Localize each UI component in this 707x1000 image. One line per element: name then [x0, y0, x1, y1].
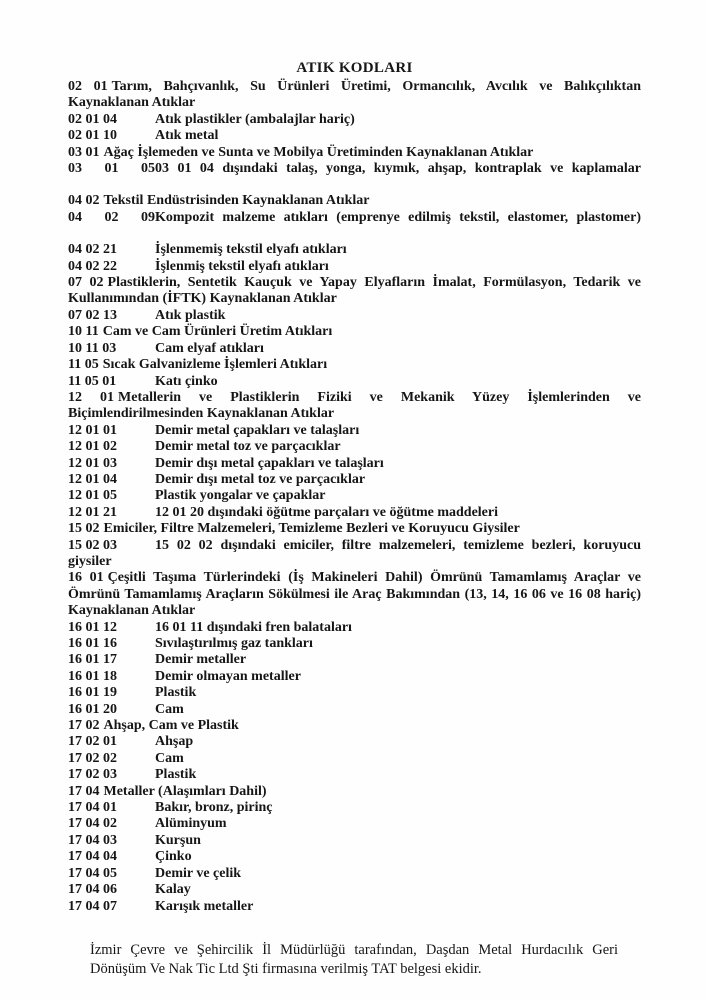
waste-code: 12 01 02 [68, 439, 117, 455]
waste-description: Ahşap, Cam ve Plastik [103, 718, 239, 734]
waste-code: 17 04 01 [68, 800, 117, 816]
waste-code: 17 04 03 [68, 832, 117, 848]
waste-code-entry [68, 145, 641, 161]
waste-code-entry [68, 866, 641, 882]
waste-description: 15 02 02 dışındaki emiciler, filtre malzemeleri, temizleme bezleri, koruyucu giysiler [68, 537, 641, 569]
waste-code-entry [68, 784, 641, 800]
waste-description: Demir ve çelik [155, 865, 242, 881]
waste-description: Cam ve Cam Ürünleri Üretim Atıkları [102, 324, 333, 340]
waste-description: Plastik [155, 685, 197, 701]
waste-description: Katı çinko [155, 373, 218, 389]
waste-code: 12 01 03 [68, 455, 117, 471]
waste-code: 16 01 17 [68, 652, 117, 668]
waste-code: 15 02 [68, 521, 100, 537]
waste-code: 16 01 19 [68, 685, 117, 701]
waste-code: 16 01 16 [68, 636, 117, 651]
waste-code: 12 01 [68, 389, 115, 405]
waste-code: 16 01 20 [68, 701, 117, 717]
waste-code-entry [68, 259, 641, 275]
waste-code-entry [68, 456, 641, 472]
waste-description: Cam elyaf atıkları [155, 340, 264, 356]
waste-code-entry [68, 488, 641, 504]
waste-code-entry [68, 439, 641, 455]
waste-code: 17 04 07 [68, 898, 117, 914]
waste-code-entry [68, 702, 641, 718]
waste-code-entry [68, 849, 641, 865]
waste-code: 04 02 09 [68, 209, 155, 225]
waste-code-entry [68, 390, 641, 423]
waste-code: 04 02 21 [68, 242, 117, 258]
waste-description: Demir metal çapakları ve talaşları [155, 422, 360, 438]
waste-code-entry [68, 899, 641, 915]
waste-code-entry [68, 521, 641, 537]
waste-description: Plastik yongalar ve çapaklar [155, 488, 326, 504]
waste-code-entry [68, 112, 641, 128]
waste-description: Demir metal toz ve parçacıklar [155, 439, 341, 455]
waste-description: Atık metal [155, 128, 219, 144]
waste-description: Demir olmayan metaller [155, 668, 301, 684]
waste-code-entry [68, 357, 641, 373]
waste-code-entry [68, 751, 641, 767]
waste-description: Plastik [155, 767, 197, 783]
waste-code: 12 01 05 [68, 488, 117, 504]
waste-code: 10 11 03 [68, 340, 117, 356]
waste-description: Alüminyum [155, 816, 227, 832]
waste-description: Demir metaller [155, 652, 247, 668]
waste-description: Karışık metaller [155, 898, 254, 914]
waste-code-entry [68, 669, 641, 685]
waste-code-entry [68, 800, 641, 816]
waste-description: Kurşun [155, 832, 201, 848]
waste-description: Sıcak Galvanizleme İşlemleri Atıkları [102, 357, 328, 373]
page-title: ATIK KODLARI [296, 60, 413, 76]
waste-code: 16 01 18 [68, 668, 117, 684]
waste-description: Demir dışı metal toz ve parçacıklar [155, 471, 366, 487]
waste-description: Çeşitli Taşıma Türlerindeki (İş Makineleri Dahil) Ömrünü Tamamlamış Araçlar ve Ömrünü Tamamlamış Araçların Sökülmesi ile Araç Bakımından (13, 14, 16 06 ve 16 08 hariç) Kaynaklanan Atıklar [68, 570, 641, 619]
waste-code: 15 02 03 [68, 537, 117, 553]
waste-description: Tarım, Bahçıvanlık, Su Ürünleri Üretimi, Ormancılık, Avcılık ve Balıkçılıktan Kaynaklanan Atıklar [68, 79, 642, 111]
waste-description: 03 01 04 dışındaki talaş, yonga, kıymık, ahşap, kontraplak ve kaplamalar [155, 161, 641, 177]
waste-description: Plastiklerin, Sentetik Kauçuk ve Yapay Elyafların İmalat, Formülasyon, Tedarik ve Kullanımından (İFTK) Kaynaklanan Atıklar [68, 275, 642, 307]
waste-code-list [68, 79, 641, 915]
waste-description: Atık plastikler (ambalajlar hariç) [155, 111, 355, 127]
waste-code: 17 04 02 [68, 816, 117, 832]
waste-code-entry [68, 734, 641, 750]
waste-code-entry [68, 242, 641, 258]
waste-code-entry [68, 324, 641, 340]
waste-code: 16 01 12 [68, 619, 117, 635]
waste-code: 17 02 [68, 718, 100, 734]
waste-description: Cam [155, 701, 184, 717]
waste-code-entry [68, 538, 641, 571]
waste-code: 17 04 05 [68, 865, 117, 881]
waste-code-entry [68, 341, 641, 357]
waste-code-entry [68, 128, 641, 144]
waste-description: Atık plastik [155, 307, 226, 323]
waste-code: 17 04 06 [68, 882, 117, 898]
waste-description: Ağaç İşlemeden ve Sunta ve Mobilya Üretiminden Kaynaklanan Atıklar [103, 144, 534, 160]
waste-code-entry [68, 718, 641, 734]
waste-code: 17 02 02 [68, 750, 117, 766]
waste-code-entry [68, 570, 641, 619]
waste-code-entry [68, 505, 641, 521]
waste-code: 07 02 13 [68, 307, 117, 323]
waste-description: Demir dışı metal çapakları ve talaşları [155, 455, 384, 471]
waste-code: 12 01 01 [68, 422, 117, 438]
waste-code: 03 01 05 [68, 161, 155, 177]
waste-description: Bakır, bronz, pirinç [155, 800, 273, 816]
waste-code: 04 02 [68, 193, 100, 209]
waste-code: 17 04 04 [68, 849, 117, 865]
waste-code: 12 01 21 [68, 504, 117, 520]
waste-code-entry [68, 833, 641, 849]
waste-description: Metallerin ve Plastiklerin Fiziki ve Mekanik Yüzey İşlemlerinden ve Biçimlendirilmesinden Kaynaklanan Atıklar [68, 389, 642, 422]
waste-description: Cam [155, 750, 184, 766]
waste-description: Sıvılaştırılmış gaz tankları [155, 636, 313, 651]
waste-description: Ahşap [155, 734, 194, 750]
waste-code: 04 02 22 [68, 258, 117, 274]
waste-code: 07 02 [68, 275, 104, 291]
waste-code-entry [68, 193, 641, 209]
waste-code-entry [68, 636, 641, 652]
waste-code-entry [68, 275, 641, 308]
waste-code-entry [68, 652, 641, 668]
footer-note: İzmir Çevre ve Şehircilik İl Müdürlüğü tarafından, Daşdan Metal Hurdacılık Geri Dönüşüm Ve Nak Tic Ltd Şti firmasına verilmiş TAT belgesi ekidir. [90, 941, 618, 977]
waste-code: 17 04 [68, 783, 100, 799]
waste-code-entry [68, 882, 641, 898]
waste-description: İşlenmiş tekstil elyafı atıkları [155, 258, 329, 274]
waste-description: Emiciler, Filtre Malzemeleri, Temizleme Bezleri ve Koruyucu Giysiler [103, 521, 520, 537]
waste-description: Çinko [155, 849, 192, 865]
waste-description: Metaller (Alaşımları Dahil) [103, 783, 267, 799]
waste-code-entry [68, 210, 641, 226]
waste-code: 11 05 01 [68, 373, 117, 389]
waste-code-entry [68, 161, 641, 177]
waste-code: 11 05 [68, 357, 99, 373]
waste-code: 12 01 04 [68, 471, 117, 487]
waste-code-entry [68, 816, 641, 832]
waste-code: 17 02 03 [68, 767, 117, 783]
waste-code: 03 01 [68, 144, 100, 160]
waste-description: Kompozit malzeme atıkları (emprenye edilmiş tekstil, elastomer, plastomer) [155, 209, 641, 225]
waste-code-entry [68, 423, 641, 439]
waste-code-entry [68, 308, 641, 324]
waste-code: 17 02 01 [68, 734, 117, 750]
waste-code: 02 01 04 [68, 111, 117, 127]
document-content [68, 60, 641, 993]
waste-code: 16 01 [68, 570, 104, 586]
waste-code: 02 01 [68, 79, 108, 94]
waste-description: İşlenmemiş tekstil elyafı atıkları [155, 242, 347, 258]
waste-description: Tekstil Endüstrisinden Kaynaklanan Atıklar [103, 193, 370, 209]
waste-code: 02 01 10 [68, 128, 117, 144]
waste-description: 12 01 20 dışındaki öğütme parçaları ve öğütme maddeleri [155, 504, 498, 520]
waste-code-entry [68, 685, 641, 701]
waste-code-entry [68, 620, 641, 636]
waste-description: Kalay [155, 882, 191, 898]
waste-code-entry [68, 79, 641, 112]
waste-code-entry [68, 767, 641, 783]
waste-description: 16 01 11 dışındaki fren balataları [155, 619, 352, 635]
waste-code-entry [68, 374, 641, 390]
waste-code: 10 11 [68, 324, 99, 340]
waste-code-entry [68, 472, 641, 488]
